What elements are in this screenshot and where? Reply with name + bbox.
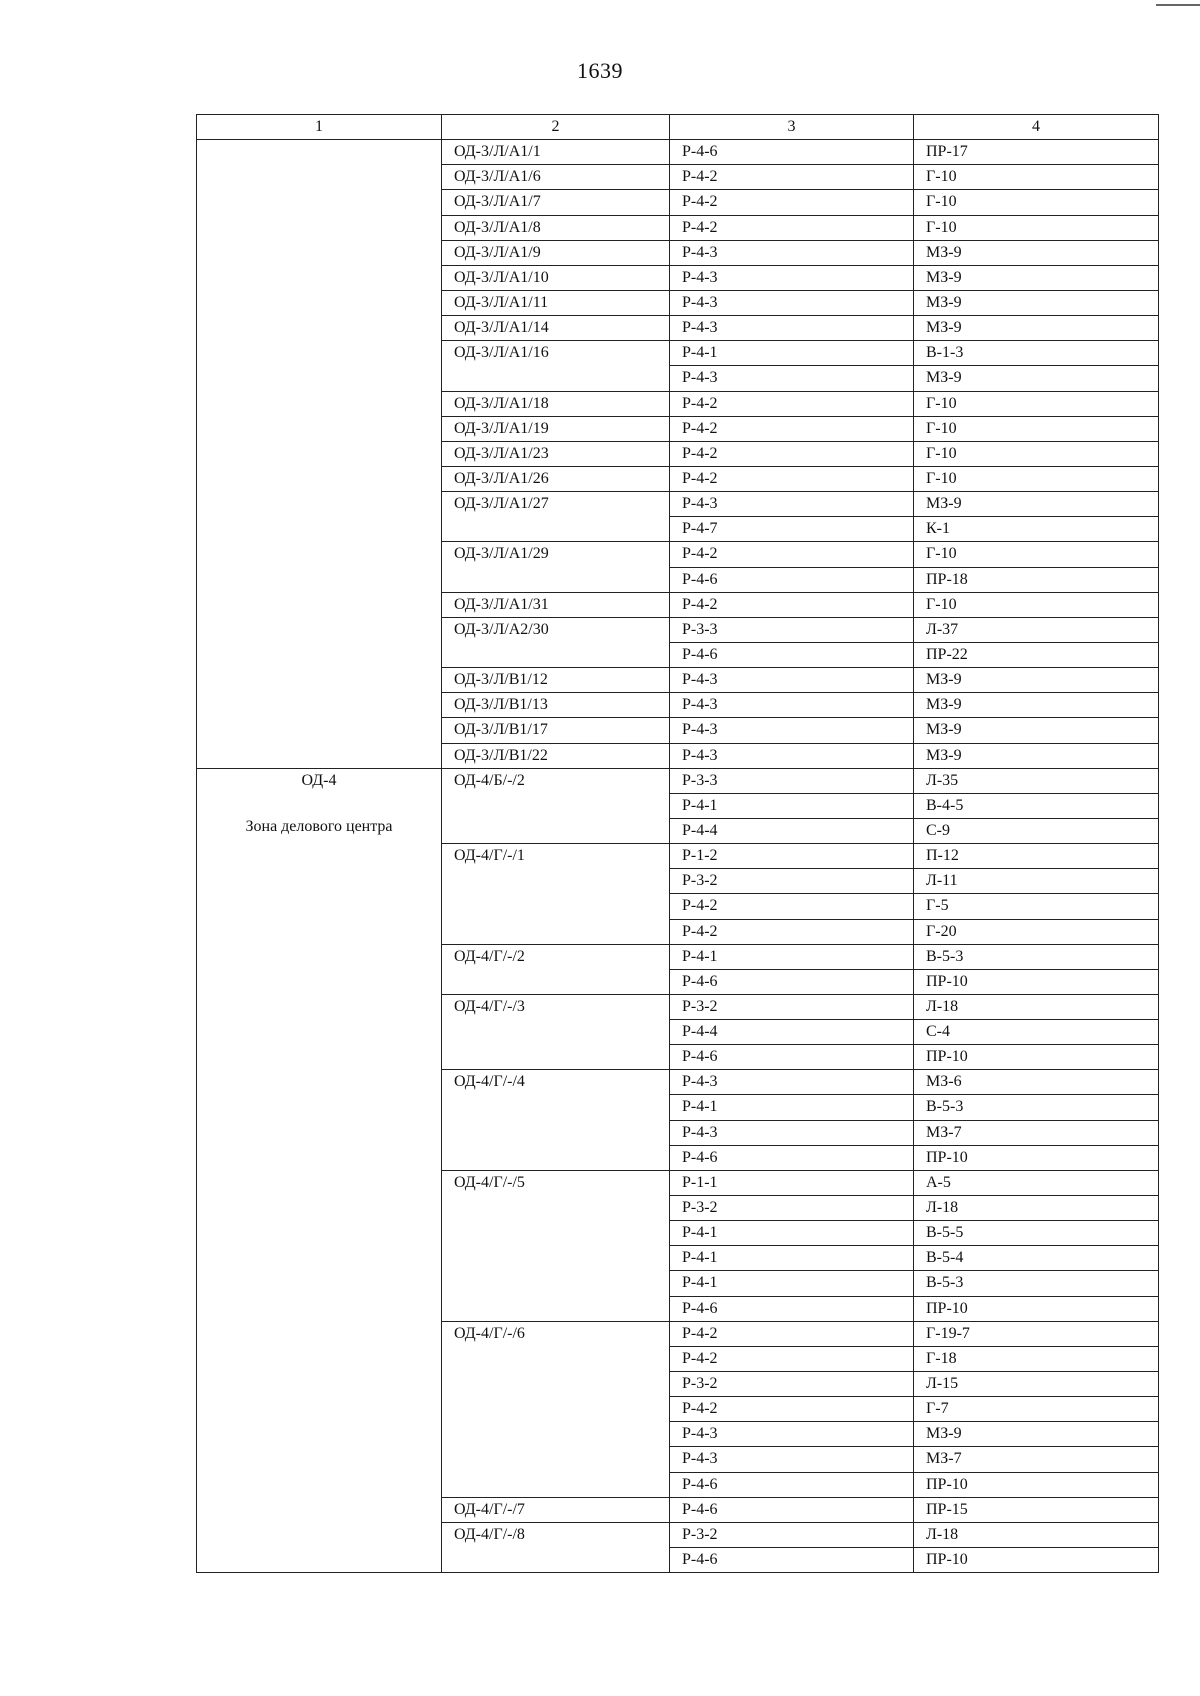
regulation-cell: Р-4-2 <box>670 215 914 240</box>
regulation-cell: Р-4-3 <box>670 1447 914 1472</box>
subzone-cell: ОД-4/Г/-/5 <box>442 1170 670 1321</box>
regulation-cell: Р-4-6 <box>670 1472 914 1497</box>
regulation-cell: Р-4-3 <box>670 1422 914 1447</box>
type-cell: Г-10 <box>914 165 1159 190</box>
zone-code: ОД-4 <box>301 771 337 789</box>
regulation-cell: Р-4-1 <box>670 341 914 366</box>
regulation-cell: Р-4-2 <box>670 190 914 215</box>
header-col-4: 4 <box>914 115 1159 140</box>
regulation-cell: Р-4-1 <box>670 1095 914 1120</box>
regulation-cell: Р-4-6 <box>670 969 914 994</box>
regulation-cell: Р-1-2 <box>670 844 914 869</box>
type-cell: ПР-10 <box>914 1296 1159 1321</box>
type-cell: МЗ-7 <box>914 1447 1159 1472</box>
type-cell: Л-18 <box>914 994 1159 1019</box>
subzone-cell: ОД-3/Л/А1/27 <box>442 492 670 542</box>
subzone-cell: ОД-4/Г/-/7 <box>442 1497 670 1522</box>
regulation-cell: Р-3-2 <box>670 1372 914 1397</box>
type-cell: Г-10 <box>914 190 1159 215</box>
type-cell: ПР-15 <box>914 1497 1159 1522</box>
type-cell: ПР-10 <box>914 1548 1159 1573</box>
type-cell: Г-7 <box>914 1397 1159 1422</box>
subzone-cell: ОД-3/Л/А1/6 <box>442 165 670 190</box>
table-row <box>197 768 1159 793</box>
regulation-cell: Р-3-3 <box>670 768 914 793</box>
regulation-cell: Р-4-2 <box>670 391 914 416</box>
subzone-cell: ОД-3/Л/А2/30 <box>442 617 670 667</box>
regulation-cell: Р-4-1 <box>670 944 914 969</box>
type-cell: ПР-18 <box>914 567 1159 592</box>
regulation-cell: Р-4-1 <box>670 1221 914 1246</box>
type-cell: В-5-4 <box>914 1246 1159 1271</box>
regulation-cell: Р-4-6 <box>670 567 914 592</box>
zoning-table <box>196 114 1159 1573</box>
type-cell: Л-11 <box>914 869 1159 894</box>
subzone-cell: ОД-3/Л/А1/19 <box>442 416 670 441</box>
type-cell: Г-20 <box>914 919 1159 944</box>
type-cell: Г-18 <box>914 1346 1159 1371</box>
subzone-cell: ОД-3/Л/А1/1 <box>442 140 670 165</box>
subzone-cell: ОД-4/Г/-/2 <box>442 944 670 994</box>
type-cell: Л-15 <box>914 1372 1159 1397</box>
table-body <box>197 140 1159 1573</box>
regulation-cell: Р-4-3 <box>670 1070 914 1095</box>
regulation-cell: Р-4-3 <box>670 743 914 768</box>
regulation-cell: Р-3-2 <box>670 1196 914 1221</box>
regulation-cell: Р-4-2 <box>670 416 914 441</box>
type-cell: Г-10 <box>914 441 1159 466</box>
type-cell: Г-10 <box>914 592 1159 617</box>
regulation-cell: Р-4-2 <box>670 542 914 567</box>
regulation-cell: Р-4-3 <box>670 366 914 391</box>
type-cell: МЗ-9 <box>914 668 1159 693</box>
regulation-cell: Р-4-2 <box>670 441 914 466</box>
type-cell: ПР-22 <box>914 642 1159 667</box>
regulation-cell: Р-4-3 <box>670 492 914 517</box>
regulation-cell: Р-3-3 <box>670 617 914 642</box>
subzone-cell: ОД-3/Л/А1/9 <box>442 240 670 265</box>
type-cell: МЗ-9 <box>914 718 1159 743</box>
type-cell: Л-35 <box>914 768 1159 793</box>
type-cell: А-5 <box>914 1170 1159 1195</box>
scan-edge-mark <box>1156 4 1200 6</box>
type-cell: К-1 <box>914 517 1159 542</box>
subzone-cell: ОД-3/Л/А1/31 <box>442 592 670 617</box>
subzone-cell: ОД-3/Л/В1/17 <box>442 718 670 743</box>
type-cell: МЗ-6 <box>914 1070 1159 1095</box>
regulation-cell: Р-4-3 <box>670 290 914 315</box>
type-cell: В-5-3 <box>914 1271 1159 1296</box>
type-cell: В-1-3 <box>914 341 1159 366</box>
type-cell: Л-37 <box>914 617 1159 642</box>
type-cell: В-5-3 <box>914 944 1159 969</box>
type-cell: МЗ-9 <box>914 492 1159 517</box>
header-col-2: 2 <box>442 115 670 140</box>
regulation-cell: Р-4-2 <box>670 466 914 491</box>
type-cell: Г-19-7 <box>914 1321 1159 1346</box>
type-cell: П-12 <box>914 844 1159 869</box>
subzone-cell: ОД-4/Г/-/4 <box>442 1070 670 1171</box>
type-cell: Г-10 <box>914 542 1159 567</box>
type-cell: ПР-10 <box>914 1045 1159 1070</box>
regulation-cell: Р-4-2 <box>670 592 914 617</box>
regulation-cell: Р-4-6 <box>670 1145 914 1170</box>
subzone-cell: ОД-4/Г/-/1 <box>442 844 670 945</box>
regulation-cell: Р-4-1 <box>670 793 914 818</box>
type-cell: Л-18 <box>914 1522 1159 1547</box>
header-row <box>197 115 1159 140</box>
regulation-cell: Р-4-3 <box>670 265 914 290</box>
regulation-cell: Р-4-6 <box>670 1045 914 1070</box>
type-cell: Г-10 <box>914 466 1159 491</box>
type-cell: ПР-10 <box>914 1145 1159 1170</box>
subzone-cell: ОД-4/Г/-/8 <box>442 1522 670 1572</box>
type-cell: МЗ-9 <box>914 693 1159 718</box>
regulation-cell: Р-4-4 <box>670 818 914 843</box>
subzone-cell: ОД-3/Л/В1/22 <box>442 743 670 768</box>
type-cell: МЗ-9 <box>914 290 1159 315</box>
subzone-cell: ОД-3/Л/А1/11 <box>442 290 670 315</box>
regulation-cell: Р-3-2 <box>670 869 914 894</box>
subzone-cell: ОД-4/Б/-/2 <box>442 768 670 843</box>
type-cell: МЗ-7 <box>914 1120 1159 1145</box>
type-cell: МЗ-9 <box>914 1422 1159 1447</box>
subzone-cell: ОД-3/Л/А1/18 <box>442 391 670 416</box>
regulation-cell: Р-4-3 <box>670 693 914 718</box>
regulation-cell: Р-4-2 <box>670 165 914 190</box>
type-cell: МЗ-9 <box>914 265 1159 290</box>
type-cell: Г-10 <box>914 416 1159 441</box>
type-cell: Г-10 <box>914 215 1159 240</box>
regulation-cell: Р-4-2 <box>670 1321 914 1346</box>
table-row <box>197 140 1159 165</box>
regulation-cell: Р-4-1 <box>670 1246 914 1271</box>
type-cell: В-5-5 <box>914 1221 1159 1246</box>
type-cell: В-4-5 <box>914 793 1159 818</box>
header-col-1: 1 <box>197 115 442 140</box>
regulation-cell: Р-4-3 <box>670 718 914 743</box>
regulation-cell: Р-4-3 <box>670 668 914 693</box>
type-cell: МЗ-9 <box>914 240 1159 265</box>
page-number: 1639 <box>577 58 623 83</box>
regulation-cell: Р-4-6 <box>670 1497 914 1522</box>
type-cell: МЗ-9 <box>914 366 1159 391</box>
regulation-cell: Р-4-2 <box>670 894 914 919</box>
regulation-cell: Р-1-1 <box>670 1170 914 1195</box>
regulation-cell: Р-4-2 <box>670 1397 914 1422</box>
type-cell: В-5-3 <box>914 1095 1159 1120</box>
subzone-cell: ОД-3/Л/А1/14 <box>442 316 670 341</box>
subzone-cell: ОД-3/Л/А1/16 <box>442 341 670 391</box>
subzone-cell: ОД-3/Л/А1/8 <box>442 215 670 240</box>
subzone-cell: ОД-3/Л/В1/13 <box>442 693 670 718</box>
type-cell: ПР-17 <box>914 140 1159 165</box>
subzone-cell: ОД-3/Л/А1/26 <box>442 466 670 491</box>
regulation-cell: Р-4-6 <box>670 140 914 165</box>
regulation-cell: Р-4-2 <box>670 919 914 944</box>
regulation-cell: Р-3-2 <box>670 994 914 1019</box>
regulation-cell: Р-4-2 <box>670 1346 914 1371</box>
subzone-cell: ОД-3/Л/А1/29 <box>442 542 670 592</box>
subzone-cell: ОД-3/Л/А1/10 <box>442 265 670 290</box>
regulation-cell: Р-3-2 <box>670 1522 914 1547</box>
type-cell: ПР-10 <box>914 969 1159 994</box>
type-cell: Л-18 <box>914 1196 1159 1221</box>
subzone-cell: ОД-4/Г/-/6 <box>442 1321 670 1497</box>
subzone-cell: ОД-3/Л/А1/7 <box>442 190 670 215</box>
regulation-cell: Р-4-7 <box>670 517 914 542</box>
regulation-cell: Р-4-6 <box>670 1296 914 1321</box>
type-cell: Г-5 <box>914 894 1159 919</box>
zone-cell <box>197 140 442 769</box>
type-cell: ПР-10 <box>914 1472 1159 1497</box>
type-cell: С-9 <box>914 818 1159 843</box>
type-cell: С-4 <box>914 1020 1159 1045</box>
type-cell: Г-10 <box>914 391 1159 416</box>
regulation-cell: Р-4-3 <box>670 240 914 265</box>
regulation-cell: Р-4-4 <box>670 1020 914 1045</box>
type-cell: МЗ-9 <box>914 316 1159 341</box>
zone-name: Зона делового центра <box>245 817 393 835</box>
subzone-cell: ОД-3/Л/А1/23 <box>442 441 670 466</box>
zone-cell <box>197 768 442 1573</box>
subzone-cell: ОД-4/Г/-/3 <box>442 994 670 1069</box>
type-cell: МЗ-9 <box>914 743 1159 768</box>
regulation-cell: Р-4-1 <box>670 1271 914 1296</box>
regulation-cell: Р-4-3 <box>670 1120 914 1145</box>
subzone-cell: ОД-3/Л/В1/12 <box>442 668 670 693</box>
regulation-cell: Р-4-6 <box>670 642 914 667</box>
regulation-cell: Р-4-6 <box>670 1548 914 1573</box>
header-col-3: 3 <box>670 115 914 140</box>
regulation-cell: Р-4-3 <box>670 316 914 341</box>
